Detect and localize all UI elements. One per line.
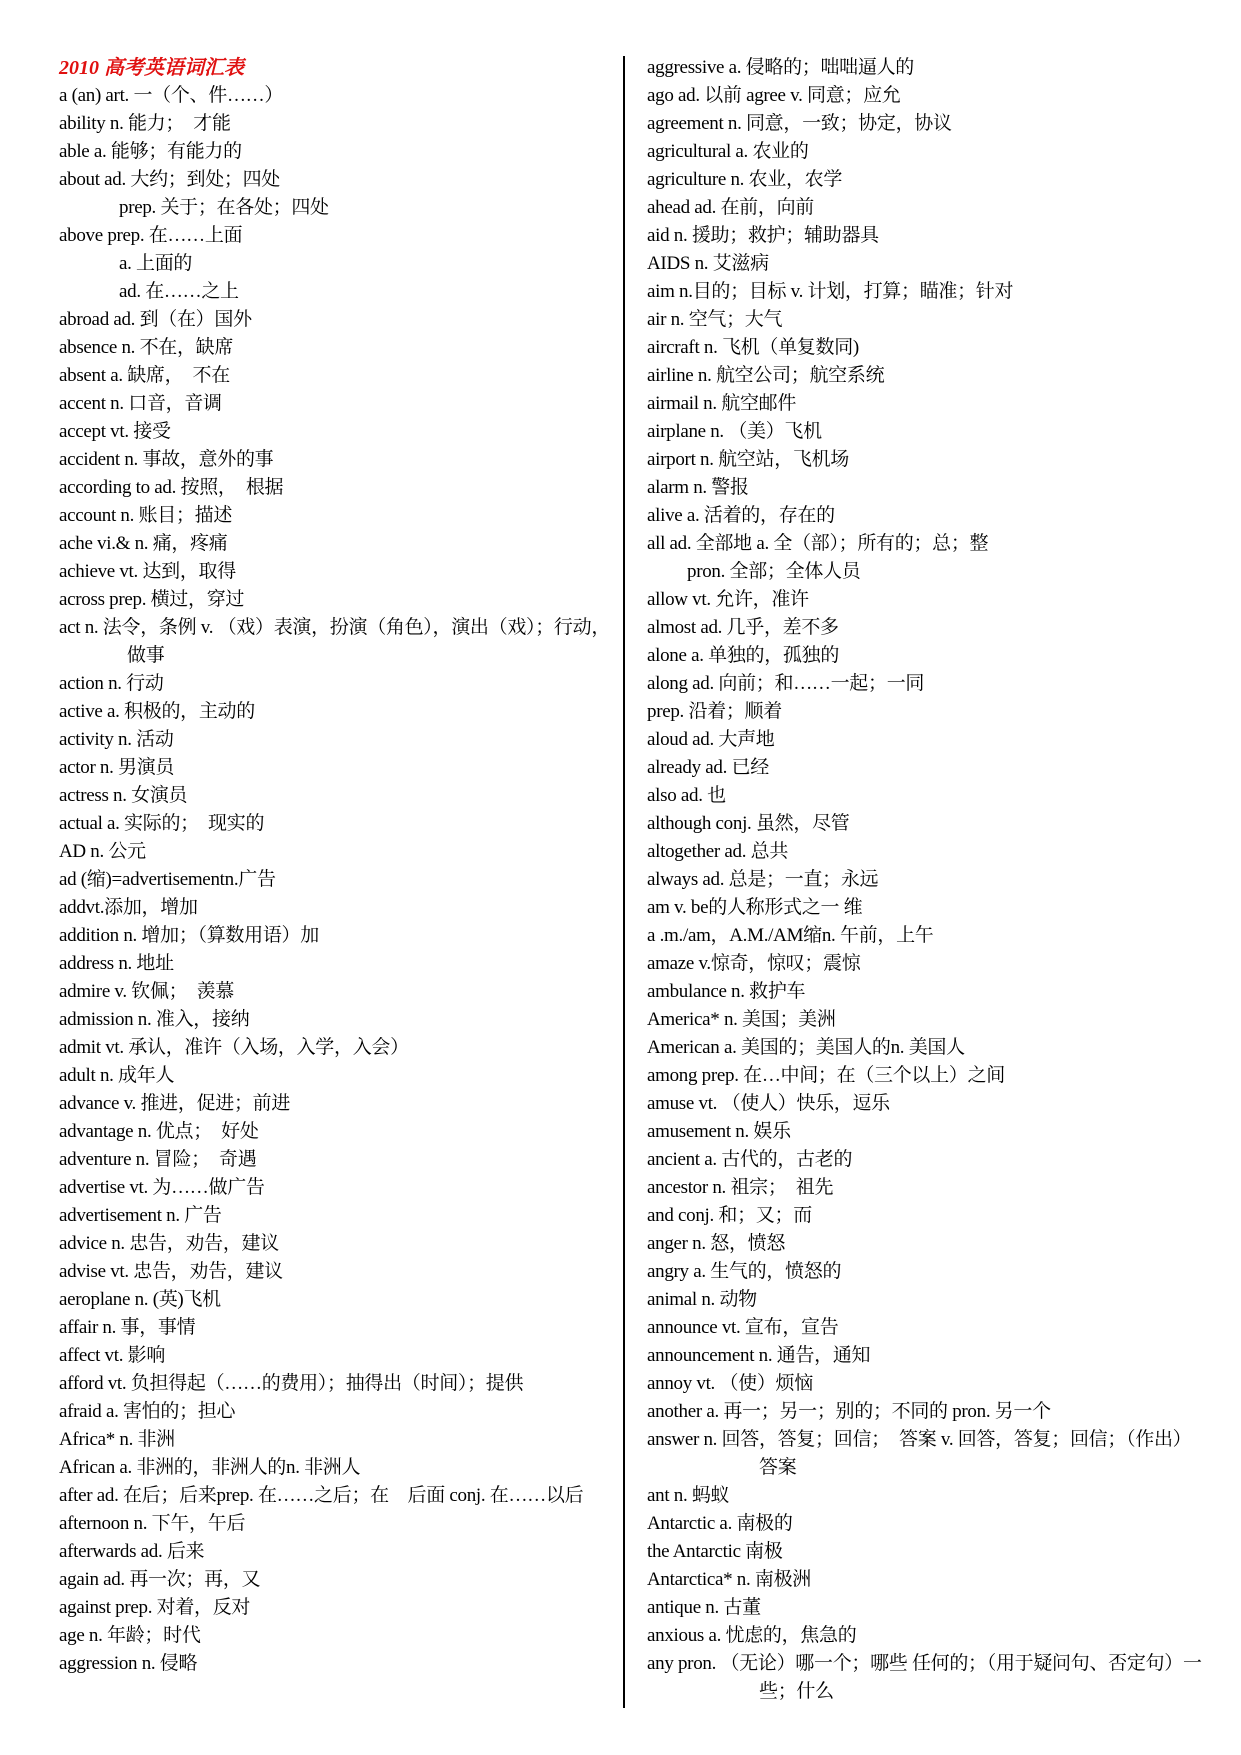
vocab-entry: ambulance n. 救护车 [647,981,806,1002]
vocab-entry: amuse vt. （使人）快乐，逗乐 [647,1093,890,1114]
vocab-entry: alive a. 活着的，存在的 [647,505,835,526]
vocab-entry: am v. be的人称形式之一 维 [647,897,863,918]
vocab-entry: admission n. 准入，接纳 [59,1009,250,1030]
right-column [647,54,1207,1706]
vocab-entry: active a. 积极的，主动的 [59,701,255,722]
vocab-entry: achieve vt. 达到，取得 [59,561,236,582]
vocab-entry: accent n. 口音，音调 [59,393,222,414]
vocab-entry: aeroplane n. (英)飞机 [59,1289,221,1310]
vocab-entry: ahead ad. 在前，向前 [647,197,814,218]
vocab-entry: alarm n. 警报 [647,477,749,498]
vocab-entry: AD n. 公元 [59,841,146,862]
vocab-entry: accident n. 事故，意外的事 [59,449,274,470]
vocab-entry: airplane n. （美）飞机 [647,421,822,442]
vocab-entry: aim n.目的；目标 v. 计划，打算；瞄准；针对 [647,281,1014,302]
vocab-entry: African a. 非洲的，非洲人的n. 非洲人 [59,1457,361,1478]
vocab-entry: announce vt. 宣布，宣告 [647,1317,839,1338]
page-title: 2010 高考英语词汇表 [59,57,244,79]
vocab-entry: across prep. 横过，穿过 [59,589,245,610]
vocab-entry: announcement n. 通告，通知 [647,1345,871,1366]
vocab-entry: a. 上面的 [119,253,193,274]
vocab-entry: answer n. 回答，答复；回信； 答案 v. 回答，答复；回信；（作出）答案 [647,1429,1192,1478]
vocab-entry: address n. 地址 [59,953,174,974]
vocab-entry: air n. 空气；大气 [647,309,783,330]
vocab-entry: age n. 年龄；时代 [59,1625,201,1646]
vocab-entry: prep. 关于；在各处；四处 [119,197,329,218]
vocab-entry: aircraft n. 飞机（单复数同) [647,337,859,358]
vocab-entry: act n. 法令，条例 v. （戏）表演，扮演（角色），演出（戏）；行动，做事 [59,617,611,666]
vocab-entry: anger n. 怒，愤怒 [647,1233,786,1254]
vocab-entry: ad. 在……之上 [119,281,239,302]
vocab-entry: able a. 能够；有能力的 [59,141,242,162]
vocab-entry: angry a. 生气的，愤怒的 [647,1261,842,1282]
vocab-entry: addition n. 增加；（算数用语）加 [59,925,319,946]
vocab-entry: afford vt. 负担得起（……的费用）；抽得出（时间）；提供 [59,1373,524,1394]
vocab-entry: after ad. 在后；后来prep. 在……之后；在 后面 conj. 在……以后 afternoon n. 下午，午后 [59,1485,584,1534]
vocab-entry: aid n. 援助；救护；辅助器具 [647,225,879,246]
vocab-entry: affect vt. 影响 [59,1345,166,1366]
vocab-entry: admit vt. 承认，准许（入场，入学，入会） [59,1037,409,1058]
vocab-entry: agriculture n. 农业，农学 [647,169,843,190]
column-divider [623,56,625,1708]
vocab-entry: the Antarctic 南极 [647,1541,783,1562]
vocab-entry: activity n. 活动 [59,729,174,750]
vocab-entry: action n. 行动 [59,673,164,694]
vocab-entry: adventure n. 冒险； 奇遇 [59,1149,257,1170]
vocab-entry: advertise vt. 为……做广告 [59,1177,265,1198]
vocab-entry: absence n. 不在，缺席 [59,337,234,358]
vocab-entry: AIDS n. 艾滋病 [647,253,769,274]
vocab-entry: agricultural a. 农业的 [647,141,809,162]
vocab-entry: actor n. 男演员 [59,757,175,778]
vocab-entry: afterwards ad. 后来 [59,1541,205,1562]
vocab-entry: ability n. 能力； 才能 [59,113,231,134]
vocab-entry: absent a. 缺席， 不在 [59,365,230,386]
vocab-entry: agreement n. 同意，一致；协定，协议 [647,113,952,134]
vocab-entry: a (an) art. 一（个、件……） [59,85,284,106]
vocab-entry: above prep. 在……上面 [59,225,243,246]
vocab-entry: America* n. 美国；美洲 [647,1009,836,1030]
vocab-entry: annoy vt. （使）烦恼 [647,1373,813,1394]
vocab-entry: another a. 再一；另一；别的；不同的 pron. 另一个 [647,1401,1051,1422]
vocab-entry: airline n. 航空公司；航空系统 [647,365,885,386]
vocab-entry: antique n. 古董 [647,1597,761,1618]
vocab-entry: afraid a. 害怕的；担心 [59,1401,236,1422]
vocab-entry: account n. 账目；描述 [59,505,233,526]
vocab-entry: advertisement n. 广告 [59,1205,222,1226]
vocab-entry: actress n. 女演员 [59,785,188,806]
vocab-entry: along ad. 向前；和……一起；一同 [647,673,925,694]
vocab-entry: abroad ad. 到（在）国外 [59,309,252,330]
vocab-entry: advice n. 忠告，劝告，建议 [59,1233,279,1254]
vocab-entry: also ad. 也 [647,785,726,806]
vocab-entry: against prep. 对着，反对 [59,1597,251,1618]
vocab-entry: ago ad. 以前 agree v. 同意；应允 [647,85,901,106]
vocab-entry: American a. 美国的；美国人的n. 美国人 [647,1037,965,1058]
vocab-entry: prep. 沿着；顺着 [647,701,782,722]
vocab-entry: alone a. 单独的，孤独的 [647,645,840,666]
vocab-entry: any pron. （无论）哪一个；哪些 任何的；（用于疑问句、否定句）一些；什么 [647,1653,1202,1702]
vocab-entry: about ad. 大约；到处；四处 [59,169,280,190]
vocab-entry: a .m./am，A.M./AM缩n. 午前，上午 [647,925,934,946]
vocab-entry: altogether ad. 总共 [647,841,789,862]
vocab-entry: aggression n. 侵略 [59,1653,198,1674]
left-column [59,54,619,1678]
vocab-entry: advance v. 推进，促进；前进 [59,1093,291,1114]
vocab-entry: admire v. 钦佩； 羡慕 [59,981,234,1002]
vocab-entry: amaze v.惊奇，惊叹；震惊 [647,953,861,974]
vocab-entry: aloud ad. 大声地 [647,729,775,750]
vocab-entry: Antarctica* n. 南极洲 [647,1569,811,1590]
vocab-entry: allow vt. 允许，准许 [647,589,809,610]
vocab-entry: accept vt. 接受 [59,421,171,442]
vocab-entry: advise vt. 忠告，劝告，建议 [59,1261,283,1282]
vocab-entry: ache vi.& n. 痛，疼痛 [59,533,228,554]
vocab-entry: ancestor n. 祖宗； 祖先 [647,1177,834,1198]
vocab-entry: adult n. 成年人 [59,1065,175,1086]
vocab-entry: again ad. 再一次；再，又 [59,1569,261,1590]
vocab-entry: affair n. 事，事情 [59,1317,196,1338]
vocab-entry: airmail n. 航空邮件 [647,393,797,414]
vocab-entry: almost ad. 几乎，差不多 [647,617,839,638]
vocab-entry: actual a. 实际的； 现实的 [59,813,265,834]
vocab-entry: Antarctic a. 南极的 [647,1513,793,1534]
vocab-entry: animal n. 动物 [647,1289,757,1310]
vocab-entry: addvt.添加，增加 [59,897,198,918]
vocab-entry: always ad. 总是；一直；永远 [647,869,879,890]
vocab-entry: ad (缩)=advertisementn.广告 [59,869,276,890]
vocab-entry: ancient a. 古代的，古老的 [647,1149,853,1170]
vocab-entry: amusement n. 娱乐 [647,1121,791,1142]
vocab-entry: Africa* n. 非洲 [59,1429,175,1450]
vocab-entry: already ad. 已经 [647,757,769,778]
vocab-entry: airport n. 航空站，飞机场 [647,449,849,470]
vocab-entry: all ad. 全部地 a. 全（部）；所有的；总；整 [647,533,989,554]
vocab-entry: pron. 全部；全体人员 [687,561,861,582]
vocab-entry: and conj. 和；又；而 [647,1205,812,1226]
vocab-entry: although conj. 虽然，尽管 [647,813,850,834]
vocab-entry: according to ad. 按照， 根据 [59,477,284,498]
vocab-entry: advantage n. 优点； 好处 [59,1121,259,1142]
vocab-entry: anxious a. 忧虑的，焦急的 [647,1625,857,1646]
vocab-entry: aggressive a. 侵略的；咄咄逼人的 [647,57,914,78]
vocab-entry: among prep. 在…中间；在（三个以上）之间 [647,1065,1005,1086]
vocab-entry: ant n. 蚂蚁 [647,1485,730,1506]
